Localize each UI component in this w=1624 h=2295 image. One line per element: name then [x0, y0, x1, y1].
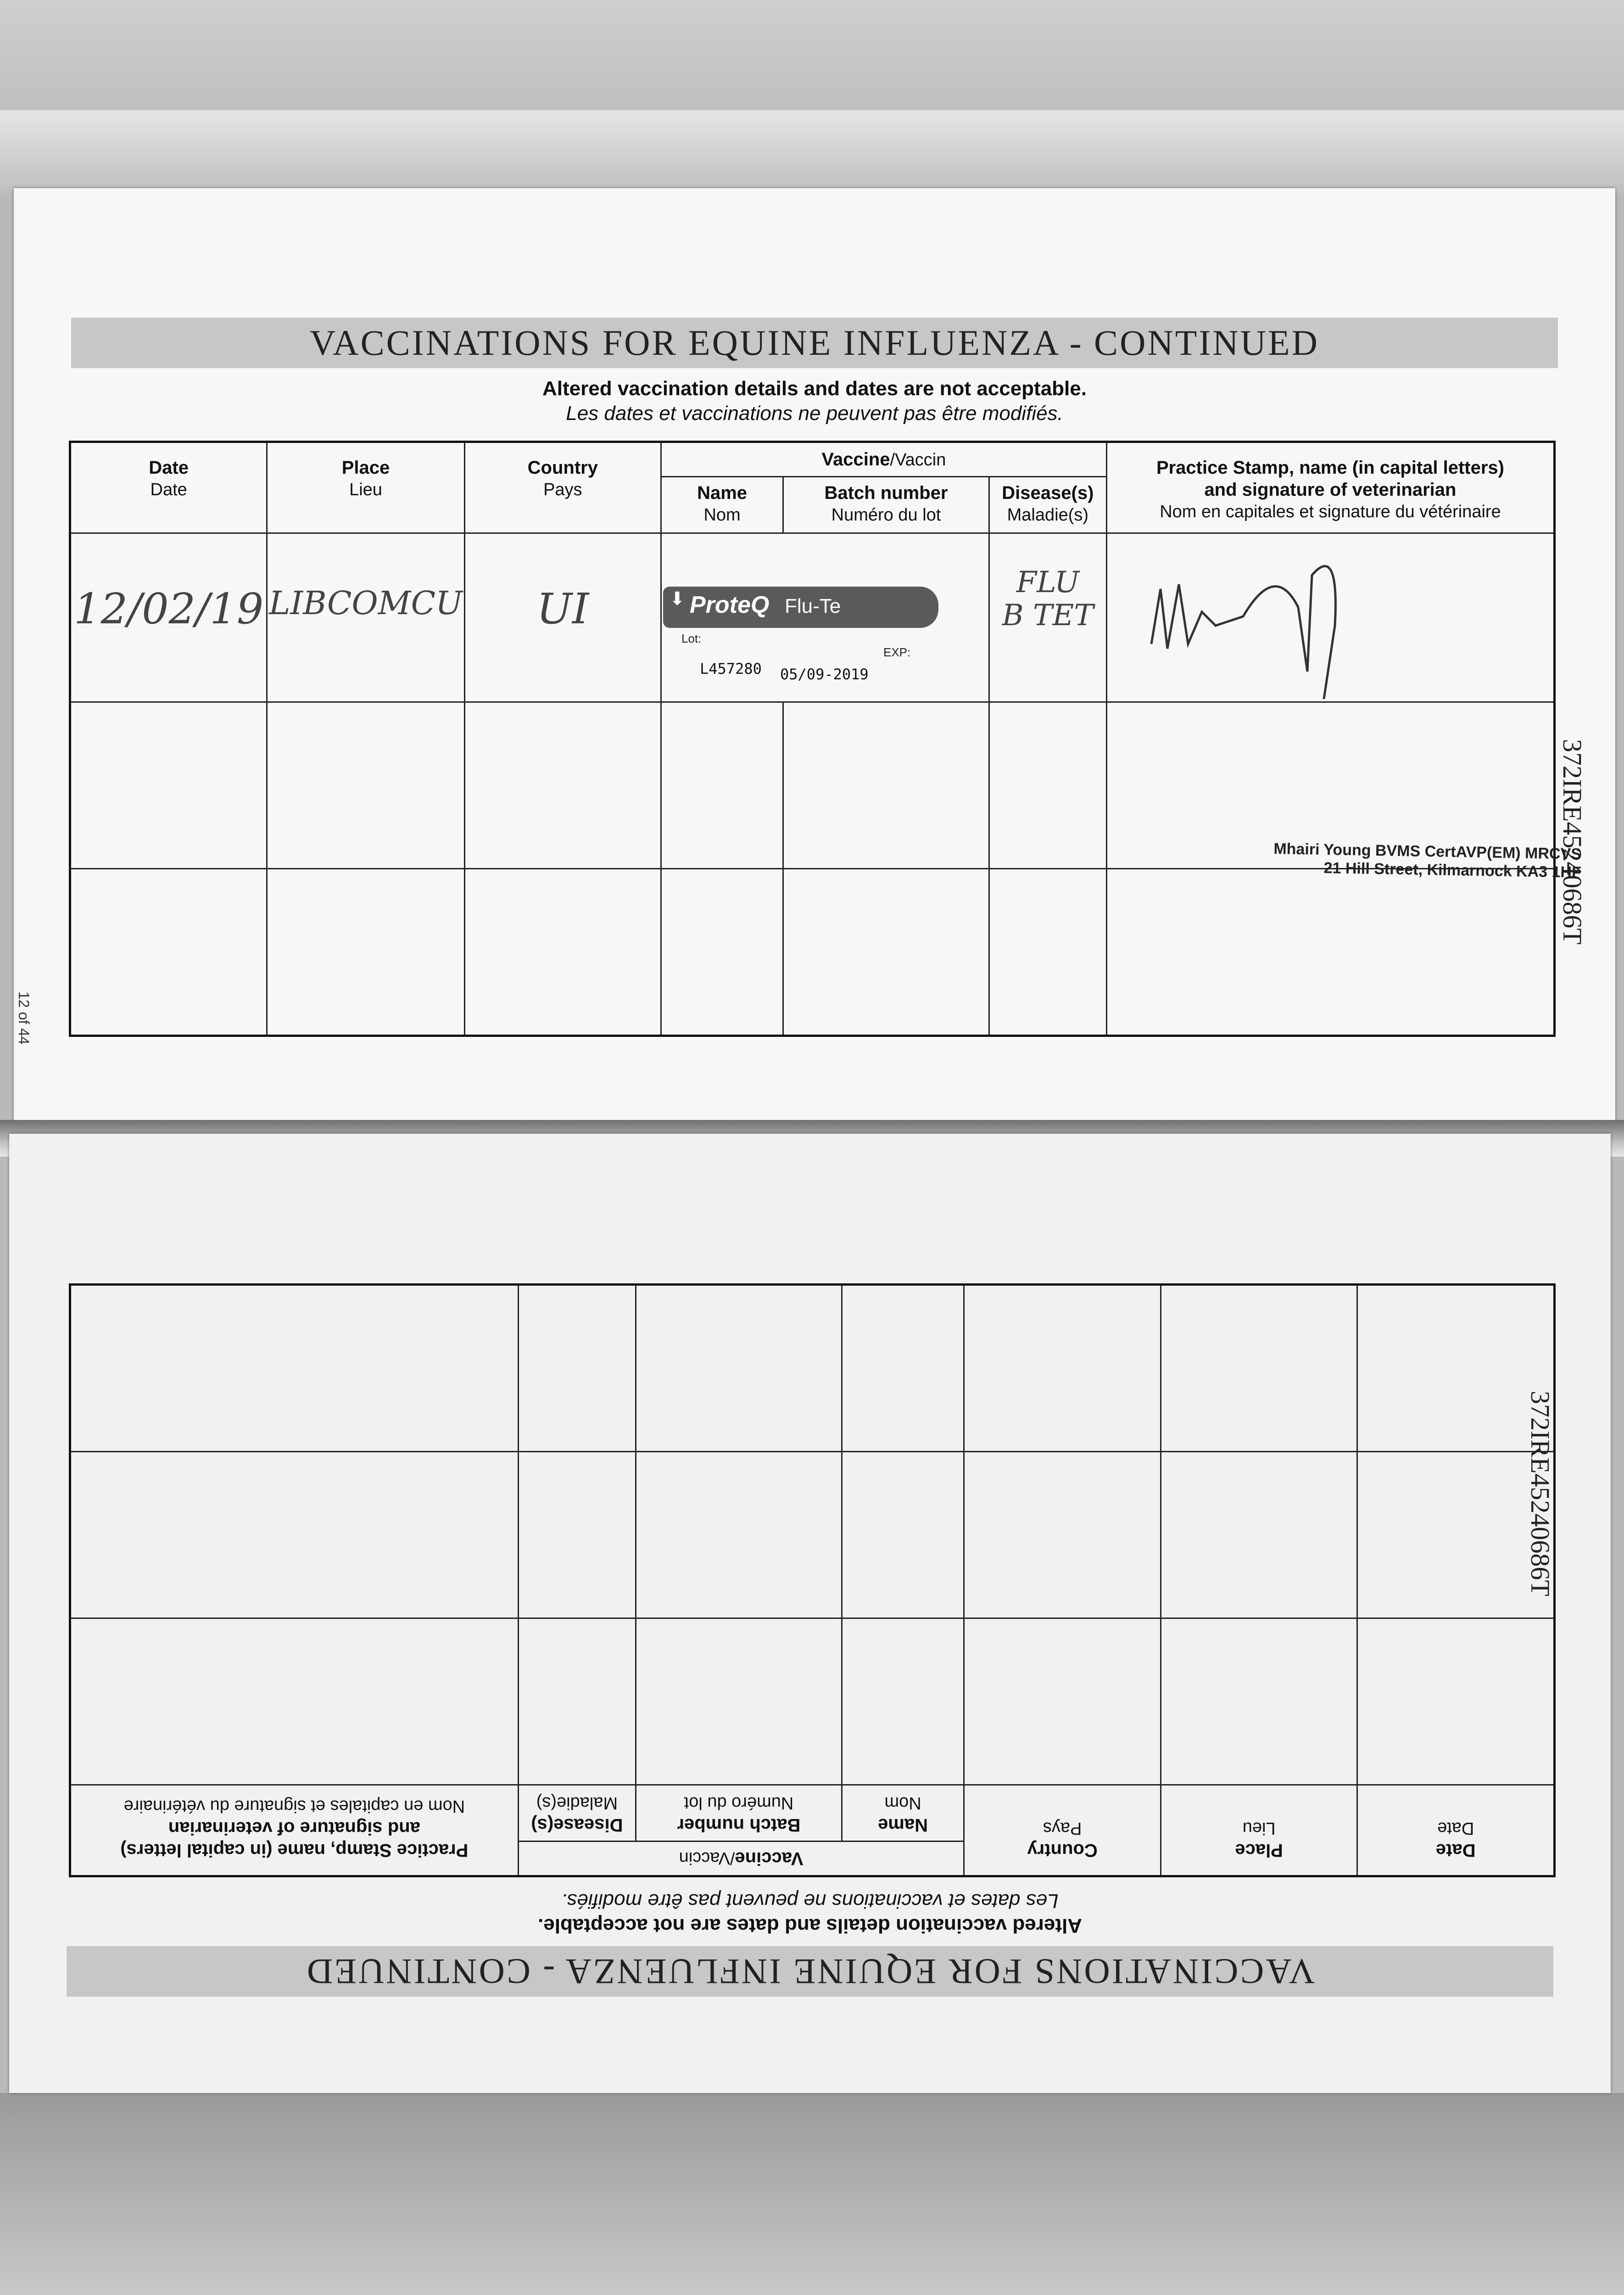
empty-cell: [518, 1285, 636, 1452]
header-date: Date Date: [1357, 1785, 1555, 1876]
header-date: Date Date: [70, 442, 267, 533]
entry-place: LIBCOMCU: [267, 533, 464, 702]
passport-serial-number-bottom: 372IRE45240686T: [1525, 1391, 1555, 1596]
sticker-lot-label: Lot:: [681, 632, 702, 645]
sticker-product: Flu-Te: [785, 595, 841, 617]
empty-cell: [464, 702, 661, 869]
vet-stamp-line1: Mhairi Young BVMS CertAVP(EM) MRCVS: [1273, 840, 1582, 863]
empty-cell: [842, 1452, 964, 1618]
empty-cell: [1357, 1285, 1555, 1452]
empty-cell: [842, 1618, 964, 1785]
header-vet-stamp: Practice Stamp, name (in capital letters) and signature of veterinarian Nom en capitales et signature du vétérinaire: [1106, 442, 1554, 533]
notice-english-bottom: Altered vaccination details and dates are not acceptable.: [538, 1914, 1082, 1937]
page-number: 12 of 44: [16, 991, 32, 1045]
section-title-bottom: VACCINATIONS FOR EQUINE INFLUENZA - CONTINUED: [305, 1952, 1315, 1992]
empty-cell: [964, 1285, 1161, 1452]
header-batch-number: Batch number Numéro du lot: [636, 1785, 842, 1842]
notice-french-bottom: Les dates et vaccinations ne peuvent pas être modifiés.: [561, 1890, 1059, 1912]
notice-french: Les dates et vaccinations ne peuvent pas être modifiés.: [566, 402, 1063, 425]
empty-cell: [964, 1618, 1161, 1785]
empty-cell: [1357, 1618, 1555, 1785]
empty-cell: [783, 869, 989, 1036]
header-vaccine: Vaccine/Vaccin: [518, 1842, 964, 1876]
header-place: Place Lieu: [1161, 1785, 1357, 1876]
passport-page-top: [14, 188, 1615, 1134]
empty-cell: [518, 1618, 636, 1785]
sticker-exp-label: EXP:: [883, 645, 911, 659]
vaccination-table-bottom: [69, 1283, 1556, 1877]
sticker-header: [663, 587, 938, 628]
passport-page-bottom: [9, 1134, 1611, 2093]
empty-cell: [1106, 869, 1554, 1036]
empty-cell: [70, 1285, 519, 1452]
empty-cell: [661, 869, 783, 1036]
entry-diseases: FLU B TET: [989, 533, 1106, 702]
table-header-row: [70, 442, 1555, 477]
empty-cell: [70, 869, 267, 1036]
header-vet-stamp: Practice Stamp, name (in capital letters) and signature of veterinarian Nom en capitales et signature du vétérinaire: [70, 1785, 519, 1876]
header-country: Country Pays: [464, 442, 661, 533]
header-batch-number: Batch number Numéro du lot: [783, 477, 989, 533]
empty-cell: [70, 1618, 519, 1785]
header-vaccine-name: Name Nom: [842, 1785, 964, 1842]
section-title-banner-bottom: [67, 1946, 1553, 1997]
empty-cell: [661, 702, 783, 869]
entry-country: UI: [464, 533, 661, 702]
sticker-lot-number: L457280: [700, 660, 762, 677]
scan-background-bottom: [0, 2093, 1624, 2295]
empty-cell: [964, 1452, 1161, 1618]
empty-cell: [1161, 1452, 1357, 1618]
header-vaccine-name: Name Nom: [661, 477, 783, 533]
section-title-banner: [71, 318, 1558, 368]
header-diseases: Disease(s) Maladie(s): [518, 1785, 636, 1842]
header-diseases: Disease(s) Maladie(s): [989, 477, 1106, 533]
header-place: Place Lieu: [267, 442, 464, 533]
table-row: [70, 869, 1555, 1036]
sticker-brand: ProteQ: [690, 592, 770, 618]
table-row: [70, 1285, 1555, 1452]
table-row: [70, 1452, 1555, 1618]
vaccine-sticker: [663, 587, 938, 692]
empty-cell: [464, 869, 661, 1036]
down-arrow-icon: ⬇: [670, 589, 685, 609]
empty-cell: [989, 869, 1106, 1036]
empty-cell: [267, 869, 464, 1036]
header-vaccine: Vaccine/Vaccin: [661, 442, 1106, 477]
vaccination-table: [69, 441, 1556, 1037]
empty-cell: [70, 702, 267, 869]
empty-cell: [267, 702, 464, 869]
notice-english: Altered vaccination details and dates are not acceptable.: [542, 377, 1087, 400]
empty-cell: [1161, 1285, 1357, 1452]
table-header-row: [70, 1842, 1555, 1876]
vet-stamp-line2: 21 Hill Street, Kilmarnock KA3 1HF: [1323, 859, 1582, 881]
empty-cell: [1161, 1618, 1357, 1785]
passport-cover-edge: [0, 110, 1624, 193]
passport-serial-number: 372IRE45240686T: [1557, 739, 1587, 945]
entry-vet-signature-cell: [1106, 533, 1554, 702]
vet-practice-stamp: [1273, 840, 1581, 882]
empty-cell: [70, 1452, 519, 1618]
section-title: VACCINATIONS FOR EQUINE INFLUENZA - CONTINUED: [309, 323, 1319, 363]
sticker-expiry-date: 05/09-2019: [780, 666, 869, 683]
header-country: Country Pays: [964, 1785, 1161, 1876]
empty-cell: [989, 702, 1106, 869]
entry-date: 12/02/19: [70, 533, 267, 702]
table-row: [70, 1618, 1555, 1785]
empty-cell: [636, 1452, 842, 1618]
empty-cell: [842, 1285, 964, 1452]
empty-cell: [1357, 1452, 1555, 1618]
empty-cell: [783, 702, 989, 869]
vet-signature: [1124, 534, 1537, 699]
upside-down-page-content: [9, 1134, 1611, 2093]
empty-cell: [636, 1618, 842, 1785]
empty-cell: [518, 1452, 636, 1618]
empty-cell: [636, 1285, 842, 1452]
